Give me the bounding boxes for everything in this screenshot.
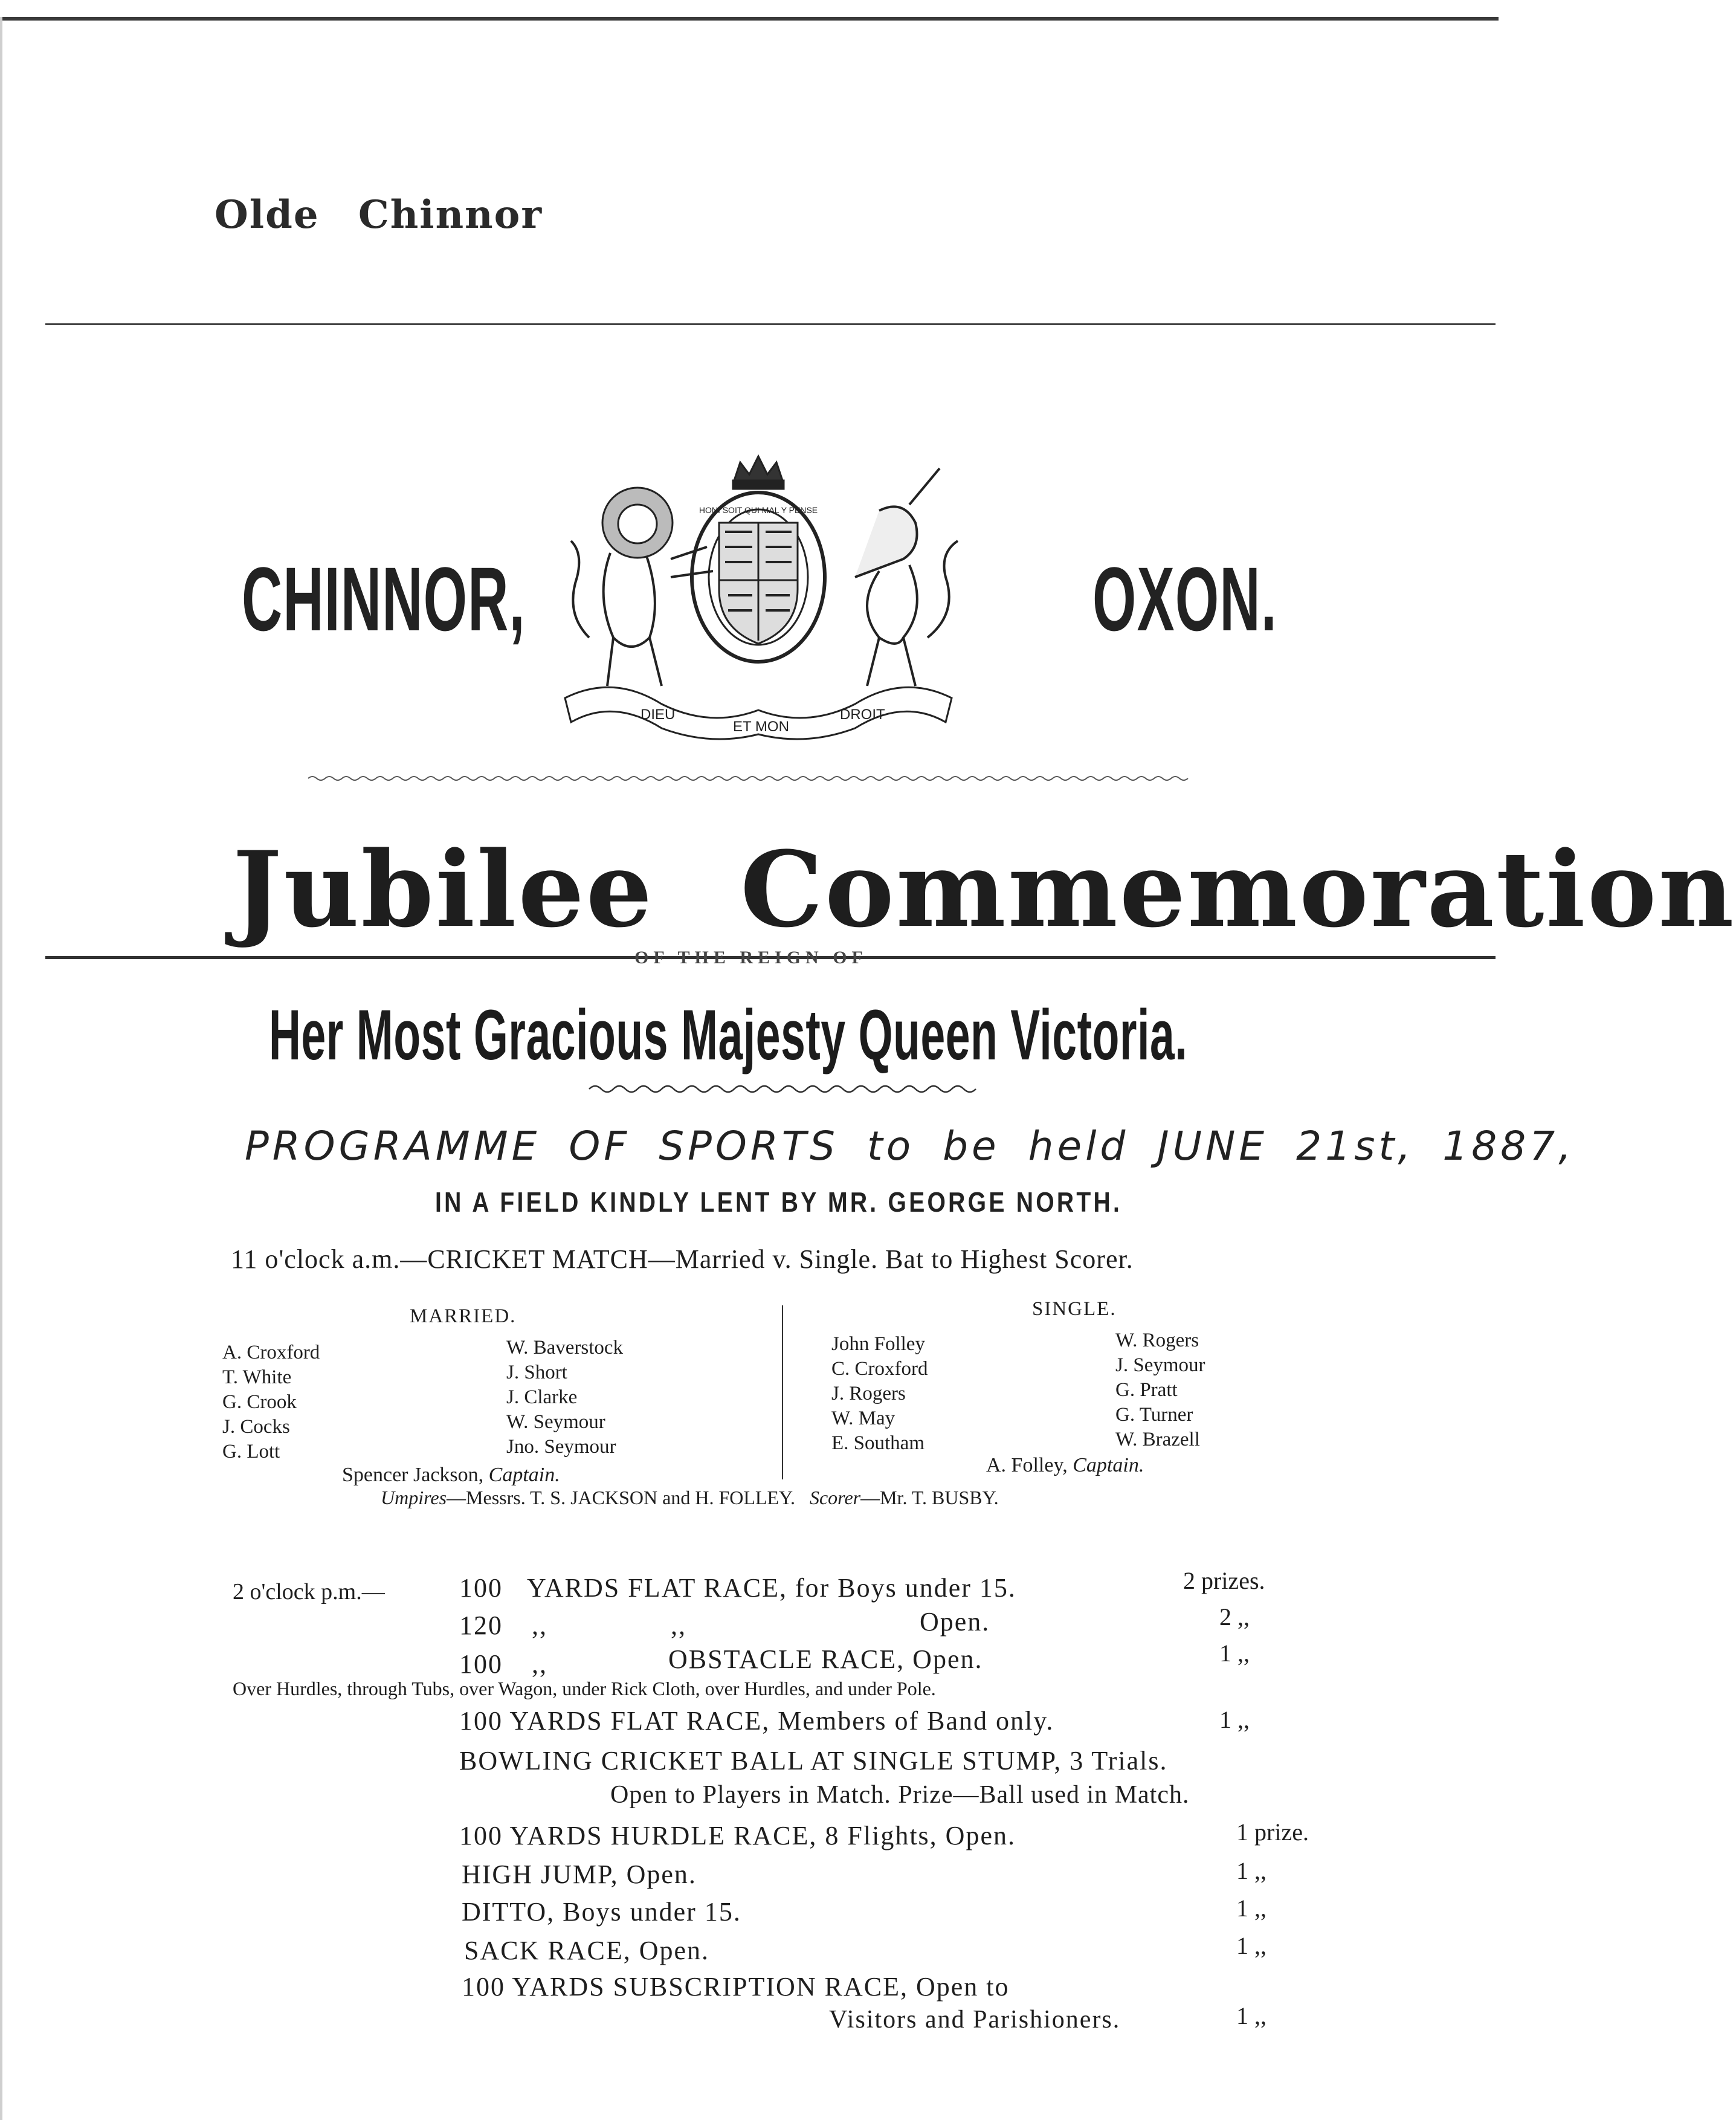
programme-heading: PROGRAMME OF SPORTS to be held JUNE 21st, 1887, [245,1123,1575,1169]
umpires-text: —Messrs. T. S. JACKSON and H. FOLLEY. [447,1487,795,1508]
event-prize: 1 ,, [1236,2002,1267,2029]
player-name: A. Croxford [222,1342,320,1363]
event-name: YARDS FLAT RACE, for Boys under 15. [527,1573,1016,1603]
event-prize: 2 prizes. [1183,1567,1265,1594]
event-name: OBSTACLE RACE, Open. [668,1644,983,1674]
player-name: G. Crook [222,1391,297,1413]
team-divider [782,1305,783,1479]
event-prize: 1 ,, [1236,1932,1267,1959]
event-subline: Visitors and Parishioners. [829,2006,1121,2034]
crest-motto-3: DROIT [840,706,885,723]
event-subline: Open to Players in Match. Prize—Ball used in Match. [610,1781,1190,1809]
single-col1 [831,1332,928,1456]
event-name: 100 YARDS SUBSCRIPTION RACE, Open to [462,1972,1010,2002]
crest-motto-1: DIEU [641,706,676,723]
married-col1 [222,1340,320,1464]
event-prize: 1 ,, [1236,1895,1267,1922]
event-name: 100 YARDS HURDLE RACE, 8 Flights, Open. [459,1821,1016,1850]
event-yards: 120 [459,1611,503,1640]
chain-rule-ornament [308,775,1190,782]
event-name: SACK RACE, Open. [464,1936,710,1965]
majesty-heading: Her Most Gracious Majesty Queen Victoria. [269,995,1188,1075]
of-the-reign: OF THE REIGN OF [634,948,868,968]
cricket-match-line: 11 o'clock a.m.—CRICKET MATCH—Married v. Single. Bat to Highest Scorer. [231,1244,1134,1274]
player-name: J. Rogers [831,1383,906,1404]
captain-name: A. Folley, [986,1454,1068,1476]
player-name: J. Seymour [1115,1354,1205,1376]
player-name: W. Rogers [1115,1330,1199,1351]
single-captain [986,1454,1144,1477]
ditto-mark: ,, [671,1611,686,1640]
scan-edge-top [0,17,1499,21]
event-prize: 2 ,, [1219,1603,1250,1630]
field-line: IN A FIELD KINDLY LENT BY MR. GEORGE NORTH. [435,1186,1123,1218]
place-right: OXON. [1092,548,1277,650]
player-name: E. Southam [831,1432,924,1454]
event-prize: 1 ,, [1236,1857,1267,1884]
event-name: DITTO, Boys under 15. [462,1897,741,1927]
scorer-label: Scorer [809,1487,861,1508]
single-heading: SINGLE. [1032,1298,1117,1320]
single-col2 [1115,1328,1205,1452]
header-rule [45,323,1496,325]
event-prize: 1 ,, [1219,1640,1250,1667]
jubilee-title: Jubilee Commemoration [233,828,1736,951]
player-name: C. Croxford [831,1358,928,1380]
player-name: W. Baverstock [506,1337,624,1359]
wavy-rule-ornament [589,1082,976,1096]
event-prize: 1 prize. [1236,1818,1309,1846]
player-name: G. Pratt [1115,1379,1178,1401]
player-name: W. Brazell [1115,1429,1200,1450]
captain-name: Spencer Jackson, [342,1464,484,1486]
officials-line [381,1487,999,1509]
player-name: G. Lott [222,1441,280,1462]
player-name: J. Cocks [222,1416,290,1438]
player-name: John Folley [831,1333,925,1355]
ditto-mark: ,, [532,1611,547,1640]
married-captain [342,1464,560,1487]
ditto-mark: ,, [532,1649,547,1679]
page-header: Olde Chinnor [215,192,543,238]
player-name: J. Short [506,1362,567,1383]
player-name: G. Turner [1115,1404,1193,1426]
scorer-text: —Mr. T. BUSBY. [860,1487,999,1508]
event-name: BOWLING CRICKET BALL AT SINGLE STUMP, 3 Trials. [459,1746,1168,1776]
garter-motto: HONI SOIT QUI MAL Y PENSE [699,505,818,515]
afternoon-time: 2 o'clock p.m.— [233,1579,385,1605]
crest-motto-2: ET MON [733,719,789,735]
obstacle-note: Over Hurdles, through Tubs, over Wagon, under Rick Cloth, over Hurdles, and under Pole. [233,1678,936,1699]
player-name: W. May [831,1407,895,1429]
married-col2 [506,1336,623,1459]
player-name: Jno. Seymour [506,1436,616,1458]
event-yards: 100 [459,1573,503,1603]
event-yards: 100 [459,1649,503,1679]
player-name: W. Seymour [506,1411,605,1433]
royal-coat-of-arms-icon [541,456,976,746]
player-name: J. Clarke [506,1386,578,1408]
event-name: Open. [920,1607,990,1637]
captain-word: Captain. [488,1464,560,1486]
umpires-label: Umpires [381,1487,447,1508]
captain-word: Captain. [1073,1454,1144,1476]
event-prize: 1 ,, [1219,1706,1250,1733]
player-name: T. White [222,1366,292,1388]
event-name: HIGH JUMP, Open. [462,1860,697,1889]
married-heading: MARRIED. [410,1305,517,1327]
place-left: CHINNOR, [242,548,526,650]
scan-edge-left [0,17,2,2120]
event-name: 100 YARDS FLAT RACE, Members of Band only. [459,1706,1054,1736]
